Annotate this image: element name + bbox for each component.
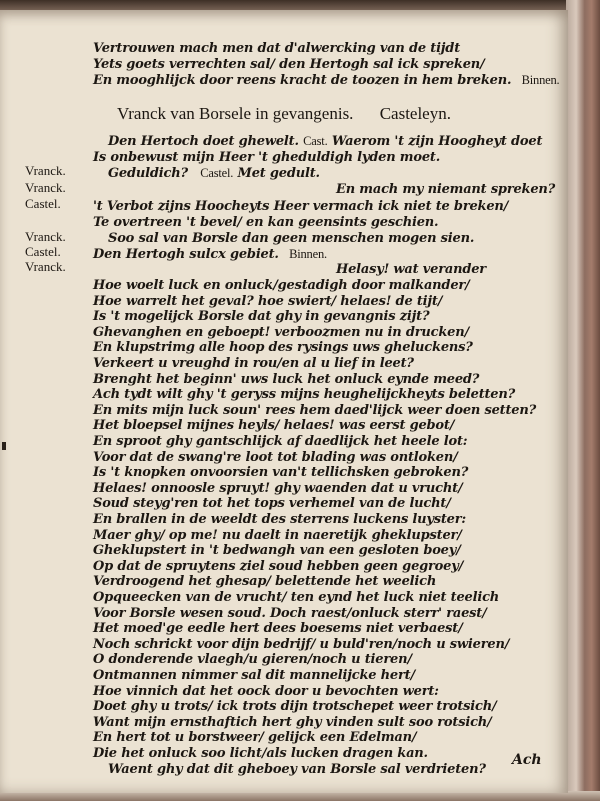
- speaker-label: Vranck.: [25, 259, 66, 274]
- verse-line: Hoe warrelt het geval? hoe swiert/ helaes! de tijt/: [93, 293, 443, 309]
- verse-line: Die het onluck soo licht/als lucken dragen kan.: [93, 746, 428, 761]
- verse-line: En sproot ghy gantschlijck af daedlijck het heele lot:: [93, 434, 468, 449]
- verse-line: Ach tydt wilt ghy 't geryss mijns heughelijckheyts beletten?: [93, 387, 516, 403]
- speaker-label: Castel.: [25, 196, 61, 211]
- verse-line: Is 't knopken onvoorsien van't tellichsken gebroken?: [93, 465, 469, 481]
- stage-direction: Binnen.: [521, 73, 560, 87]
- scene-character: Casteleyn.: [379, 104, 451, 123]
- verse-line: Den Hertogh sulcx gebiet. Binnen.: [93, 247, 327, 262]
- scene-heading: [0, 104, 568, 124]
- verse-line: Verdroogend het ghesap/ belettende het weelich: [93, 574, 437, 590]
- verse-line: Geduldich? Castel. Met gedult.: [108, 166, 320, 181]
- verse-line: Opqueecken van de vrucht/ ten eynd het luck niet teelich: [93, 590, 500, 605]
- verse-line: Brenght het beginn' uws luck het onluck eynde meed?: [93, 371, 480, 387]
- verse-line: Te overtreen 't bevel/ en kan geensints geschien.: [93, 215, 439, 230]
- verse-line: Op dat de spruytens ziel soud hebben geen gegroey/: [93, 558, 464, 574]
- ink-mark: [2, 442, 6, 450]
- verse-line: Soud steyg'ren tot het tops verhemel van de lucht/: [93, 496, 451, 512]
- verse-line: Want mijn ernsthaftich hert ghy vinden sult soo rotsich/: [93, 714, 492, 730]
- book-page: [0, 10, 568, 793]
- verse-line: En hert tot u borstweer/ gelijck een Edelman/: [93, 730, 417, 746]
- verse-line: O donderende vlaegh/u gieren/noch u tieren/: [93, 652, 412, 668]
- verse-line: Ghevanghen en geboept! verboozmen nu in drucken/: [93, 324, 470, 340]
- verse-line: 't Verbot zijns Hoocheyts Heer vermach ick niet te breken/: [93, 199, 509, 214]
- speaker-label: Vranck.: [25, 180, 66, 195]
- verse-line: En mach my niemant spreken?: [336, 182, 556, 197]
- verse-line: Voor dat de swang're loot tot blading was ontloken/: [93, 449, 458, 465]
- verse-line: Waent ghy dat dit gheboey van Borsle sal verdrieten?: [108, 761, 486, 777]
- verse-line: Soo sal van Borsle dan geen menschen mogen sien.: [108, 231, 475, 246]
- stage-direction: Binnen.: [289, 247, 327, 261]
- verse-line: Den Hertoch doet ghewelt. Cast. Waerom 't zijn Hoogheyt doet: [108, 134, 543, 149]
- verse-line: En klupstrimg alle hoop des rysings uws gheluckens?: [93, 340, 473, 356]
- verse-line: En mooghlijck door reens kracht de toozen in hem breken. Binnen.: [93, 73, 560, 88]
- speaker-label: Vranck.: [25, 163, 66, 178]
- verse-line: Helaes! onnoosle spruyt! ghy waenden dat u vrucht/: [93, 480, 463, 496]
- verse-line: Maer ghy/ op me! nu daelt in naeretijk gheklupster/: [93, 527, 462, 543]
- stage-direction: Cast.: [303, 134, 328, 148]
- stage-direction: Castel.: [200, 166, 234, 180]
- verse-line: Gheklupstert in 't bedwangh van een gesloten boey/: [93, 543, 461, 559]
- verse-line: Is 't mogelijck Borsle dat ghy in gevangnis zijt?: [93, 309, 430, 325]
- verse-line: En mits mijn luck soun' rees hem daed'lijck weer doen setten?: [93, 402, 537, 418]
- scene-title: Vranck van Borsele in gevangenis.: [117, 104, 354, 123]
- verse-line: Yets goets verrechten sal/ den Hertogh sal ick spreken/: [93, 57, 485, 72]
- verse-line: Noch schrickt voor dijn bedrijf/ u buld'ren/noch u swieren/: [93, 636, 510, 652]
- verse-line: Doet ghy u trots/ ick trots dijn trotschepet weer trotsich/: [93, 699, 497, 715]
- binding-edge: [566, 0, 600, 801]
- verse-line: Vertrouwen mach men dat d'alwercking van de tijdt: [93, 41, 461, 56]
- verse-line: Hoe woelt luck en onluck/gestadigh door malkander/: [93, 278, 470, 293]
- catchword: Ach: [512, 752, 542, 768]
- verse-line: Het moed'ge eedle hert dees boesems niet verbaest/: [93, 621, 463, 637]
- verse-line: Helasy! wat verander: [336, 262, 486, 277]
- verse-line: Voor Borsle wesen soud. Doch raest/onluck sterr' raest/: [93, 605, 487, 621]
- verse-line: Het bloepsel mijnes heyls/ helaes! was eerst gebot/: [93, 418, 455, 434]
- verse-line: Is onbewust mijn Heer 't gheduldigh lyden moet.: [93, 150, 441, 165]
- speaker-label: Vranck.: [25, 229, 66, 244]
- speaker-label: Castel.: [25, 244, 61, 259]
- verse-line: En brallen in de weeldt des sterrens luckens luyster:: [93, 512, 467, 527]
- verse-line: Ontmannen nimmer sal dit mannelijcke hert/: [93, 668, 416, 683]
- verse-line: Verkeert u vreughd in rou/en al u lief in leet?: [93, 356, 414, 371]
- verse-line: Hoe vinnich dat het oock door u bevochten wert:: [93, 683, 439, 699]
